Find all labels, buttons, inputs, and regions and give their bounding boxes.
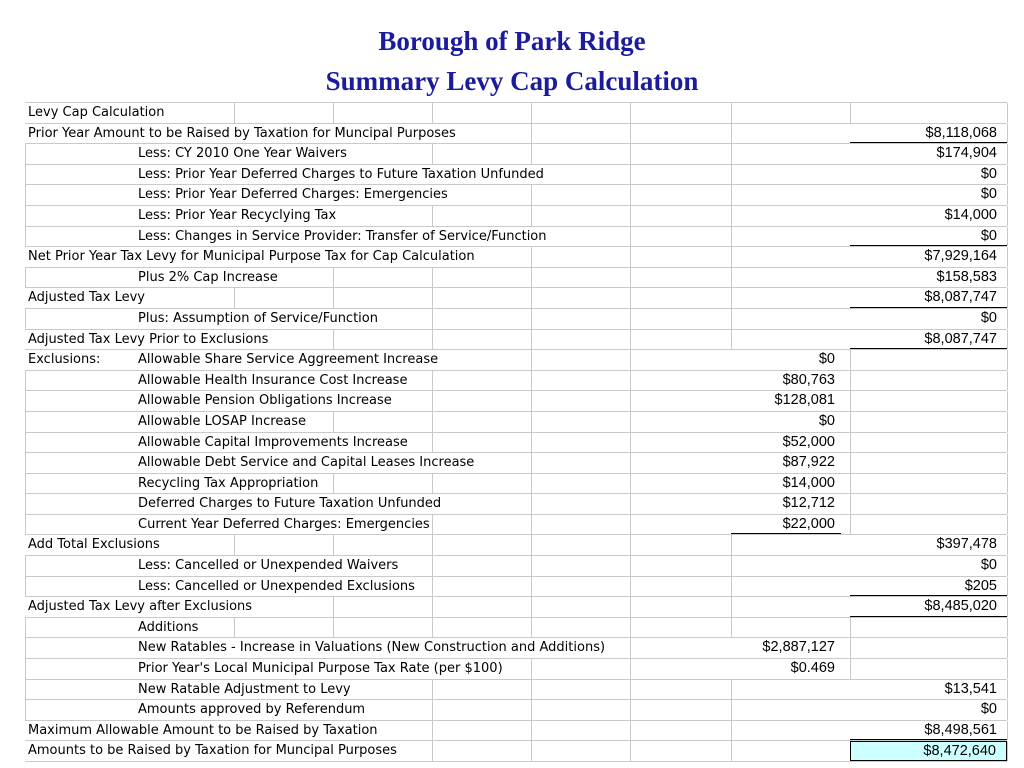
- gridline: [630, 618, 631, 638]
- gridline: [25, 144, 26, 164]
- gridline: [25, 391, 26, 411]
- gridline: [432, 309, 433, 329]
- gridline: [333, 535, 334, 555]
- gridline: [432, 741, 433, 761]
- gridline: [630, 391, 631, 411]
- table-row: [25, 349, 1007, 370]
- row-label: Current Year Deferred Charges: Emergencies: [135, 515, 430, 535]
- gridline: [25, 227, 26, 247]
- row-label: Allowable Health Insurance Cost Increase: [135, 371, 407, 391]
- gridline: [432, 433, 433, 453]
- row-label: Less: Prior Year Deferred Charges to Future Taxation Unfunded: [135, 165, 544, 185]
- gridline: [1007, 741, 1008, 761]
- table-row: [25, 740, 1007, 762]
- total-amount-cell: [850, 350, 1007, 370]
- table-row: [25, 205, 1007, 226]
- exclusion-amount-cell: $14,000: [731, 474, 841, 494]
- gridline: [531, 700, 532, 720]
- exclusion-amount-cell: $0: [731, 412, 841, 432]
- table-row: [25, 555, 1007, 576]
- gridline: [1007, 618, 1008, 638]
- total-amount-cell: $205: [850, 577, 1007, 597]
- gridline: [1007, 453, 1008, 473]
- table-row: [25, 267, 1007, 288]
- exclusion-amount-cell: [731, 700, 841, 720]
- gridline: [531, 474, 532, 494]
- table-row: [25, 637, 1007, 658]
- gridline: [333, 618, 334, 638]
- gridline: [1007, 535, 1008, 555]
- gridline: [531, 268, 532, 288]
- gridline: [630, 680, 631, 700]
- gridline: [630, 659, 631, 679]
- row-label: Net Prior Year Tax Levy for Municipal Purpose Tax for Cap Calculation: [25, 247, 475, 267]
- exclusion-amount-cell: $2,887,127: [731, 638, 841, 658]
- gridline: [630, 371, 631, 391]
- gridline: [630, 350, 631, 370]
- total-amount-cell: [850, 659, 1007, 679]
- gridline: [1007, 144, 1008, 164]
- gridline: [630, 309, 631, 329]
- row-label: Maximum Allowable Amount to be Raised by Taxation: [25, 721, 378, 741]
- gridline: [630, 227, 631, 247]
- gridline: [630, 700, 631, 720]
- gridline: [630, 124, 631, 144]
- total-amount-cell: $0: [850, 700, 1007, 720]
- total-amount-cell: $8,498,561: [850, 721, 1007, 741]
- gridline: [531, 371, 532, 391]
- gridline: [630, 741, 631, 761]
- gridline: [630, 556, 631, 576]
- exclusion-amount-cell: $0: [731, 350, 841, 370]
- row-label: Adjusted Tax Levy after Exclusions: [25, 597, 252, 617]
- gridline: [630, 268, 631, 288]
- gridline: [1007, 556, 1008, 576]
- gridline: [25, 494, 26, 514]
- gridline: [531, 659, 532, 679]
- table-row: [25, 287, 1007, 308]
- gridline: [25, 638, 26, 658]
- gridline: [25, 474, 26, 494]
- table-row: [25, 493, 1007, 514]
- gridline: [531, 330, 532, 350]
- exclusion-amount-cell: $80,763: [731, 371, 841, 391]
- row-label: New Ratables - Increase in Valuations (New Construction and Additions): [135, 638, 605, 658]
- gridline: [1007, 721, 1008, 741]
- gridline: [1007, 350, 1008, 370]
- gridline: [630, 721, 631, 741]
- gridline: [1007, 680, 1008, 700]
- gridline: [630, 288, 631, 308]
- table-row: [25, 184, 1007, 205]
- total-amount-cell: $8,087,747: [850, 330, 1007, 350]
- gridline: [333, 412, 334, 432]
- row-label: Amounts approved by Referendum: [135, 700, 365, 720]
- gridline: [531, 247, 532, 267]
- total-amount-cell: [850, 638, 1007, 658]
- table-row: [25, 576, 1007, 597]
- gridline: [333, 288, 334, 308]
- page-title-line-2: Summary Levy Cap Calculation: [325, 66, 699, 96]
- exclusion-amount-cell: [731, 247, 841, 267]
- gridline: [333, 268, 334, 288]
- total-amount-cell: [850, 618, 1007, 638]
- gridline: [531, 680, 532, 700]
- total-amount-cell: $8,118,068: [850, 124, 1007, 144]
- gridline: [25, 165, 26, 185]
- gridline: [25, 680, 26, 700]
- total-amount-cell: $0: [850, 185, 1007, 205]
- gridline: [531, 515, 532, 535]
- total-amount-cell: [850, 412, 1007, 432]
- gridline: [1007, 391, 1008, 411]
- total-amount-cell: $7,929,164: [850, 247, 1007, 267]
- gridline: [1007, 330, 1008, 350]
- table-row: [25, 514, 1007, 535]
- gridline: [630, 412, 631, 432]
- exclusion-amount-cell: [731, 288, 841, 308]
- table-row: [25, 102, 1007, 123]
- gridline: [630, 165, 631, 185]
- exclusion-amount-cell: [731, 618, 841, 638]
- gridline: [432, 330, 433, 350]
- gridline: [432, 700, 433, 720]
- table-row: [25, 308, 1007, 329]
- total-amount-cell: [850, 474, 1007, 494]
- row-label: Add Total Exclusions: [25, 535, 160, 555]
- row-label: Allowable Pension Obligations Increase: [135, 391, 392, 411]
- total-amount-cell: $397,478: [850, 535, 1007, 555]
- exclusion-amount-cell: [731, 206, 841, 226]
- total-amount-cell: [850, 391, 1007, 411]
- gridline: [531, 103, 532, 123]
- total-amount-cell: [850, 103, 1007, 123]
- row-label: Less: Cancelled or Unexpended Waivers: [135, 556, 398, 576]
- row-label: Less: Prior Year Deferred Charges: Emergencies: [135, 185, 448, 205]
- table-row: [25, 452, 1007, 473]
- gridline: [1007, 165, 1008, 185]
- table-row: [25, 432, 1007, 453]
- exclusion-amount-cell: [731, 103, 841, 123]
- gridline: [25, 268, 26, 288]
- gridline: [25, 309, 26, 329]
- gridline: [630, 577, 631, 597]
- gridline: [1007, 577, 1008, 597]
- row-label: Allowable Share Service Aggreement Increase: [135, 350, 438, 370]
- gridline: [234, 618, 235, 638]
- gridline: [234, 103, 235, 123]
- gridline: [1007, 597, 1008, 617]
- gridline: [432, 597, 433, 617]
- total-amount-cell: $8,087,747: [850, 288, 1007, 308]
- exclusion-amount-cell: [731, 330, 841, 350]
- total-amount-cell: [850, 494, 1007, 514]
- exclusion-amount-cell: $22,000: [731, 515, 841, 535]
- exclusion-amount-cell: [731, 535, 841, 555]
- gridline: [630, 453, 631, 473]
- table-row: [25, 370, 1007, 391]
- gridline: [1007, 474, 1008, 494]
- gridline: [432, 577, 433, 597]
- exclusion-amount-cell: [731, 680, 841, 700]
- gridline: [531, 144, 532, 164]
- exclusion-amount-cell: [731, 124, 841, 144]
- gridline: [1007, 638, 1008, 658]
- gridline: [630, 494, 631, 514]
- gridline: [1007, 103, 1008, 123]
- gridline: [25, 371, 26, 391]
- exclusion-amount-cell: [731, 185, 841, 205]
- gridline: [1007, 659, 1008, 679]
- gridline: [333, 474, 334, 494]
- gridline: [630, 247, 631, 267]
- table-row: [25, 617, 1007, 638]
- gridline: [432, 103, 433, 123]
- exclusion-amount-cell: [731, 309, 841, 329]
- gridline: [630, 597, 631, 617]
- row-label: Prior Year's Local Municipal Purpose Tax Rate (per $100): [135, 659, 503, 679]
- gridline: [432, 680, 433, 700]
- exclusion-amount-cell: [731, 144, 841, 164]
- table-row: [25, 123, 1007, 144]
- levy-cap-table: [25, 102, 1007, 762]
- table-row: [25, 143, 1007, 164]
- gridline: [531, 618, 532, 638]
- table-row: [25, 226, 1007, 247]
- gridline: [630, 433, 631, 453]
- total-amount-cell: [850, 371, 1007, 391]
- exclusion-amount-cell: $12,712: [731, 494, 841, 514]
- gridline: [1007, 433, 1008, 453]
- exclusion-amount-cell: [731, 268, 841, 288]
- gridline: [1007, 700, 1008, 720]
- gridline: [25, 659, 26, 679]
- exclusion-amount-cell: [731, 597, 841, 617]
- gridline: [432, 474, 433, 494]
- table-row: [25, 720, 1007, 741]
- gridline: [25, 412, 26, 432]
- total-amount-cell: $14,000: [850, 206, 1007, 226]
- total-amount-cell: $174,904: [850, 144, 1007, 164]
- row-label: Levy Cap Calculation: [25, 103, 164, 123]
- gridline: [25, 618, 26, 638]
- gridline: [432, 556, 433, 576]
- gridline: [432, 206, 433, 226]
- exclusion-amount-cell: [731, 227, 841, 247]
- table-row: [25, 246, 1007, 267]
- row-label: Allowable Debt Service and Capital Leases Increase: [135, 453, 474, 473]
- gridline: [25, 515, 26, 535]
- gridline: [1007, 268, 1008, 288]
- gridline: [234, 535, 235, 555]
- gridline: [432, 391, 433, 411]
- gridline: [432, 412, 433, 432]
- gridline: [333, 330, 334, 350]
- exclusion-amount-cell: $52,000: [731, 433, 841, 453]
- final-amount-cell: $8,472,640: [850, 741, 1007, 761]
- row-label: Recycling Tax Appropriation: [135, 474, 318, 494]
- total-amount-cell: $0: [850, 165, 1007, 185]
- exclusion-amount-cell: [731, 721, 841, 741]
- gridline: [432, 721, 433, 741]
- gridline: [531, 350, 532, 370]
- exclusion-amount-cell: $0.469: [731, 659, 841, 679]
- gridline: [25, 433, 26, 453]
- total-amount-cell: $13,541: [850, 680, 1007, 700]
- row-label: Amounts to be Raised by Taxation for Muncipal Purposes: [25, 741, 397, 761]
- exclusion-amount-cell: $128,081: [731, 391, 841, 411]
- row-label: Allowable LOSAP Increase: [135, 412, 306, 432]
- gridline: [531, 206, 532, 226]
- gridline: [333, 103, 334, 123]
- gridline: [531, 556, 532, 576]
- gridline: [432, 515, 433, 535]
- gridline: [1007, 185, 1008, 205]
- gridline: [531, 577, 532, 597]
- row-prefix-label: Exclusions:: [25, 350, 100, 370]
- gridline: [531, 721, 532, 741]
- row-label: Deferred Charges to Future Taxation Unfunded: [135, 494, 441, 514]
- gridline: [1007, 206, 1008, 226]
- total-amount-cell: $158,583: [850, 268, 1007, 288]
- gridline: [432, 371, 433, 391]
- gridline: [531, 412, 532, 432]
- row-label: New Ratable Adjustment to Levy: [135, 680, 351, 700]
- row-label: Plus: Assumption of Service/Function: [135, 309, 378, 329]
- table-row: [25, 390, 1007, 411]
- gridline: [531, 185, 532, 205]
- gridline: [432, 144, 433, 164]
- gridline: [1007, 371, 1008, 391]
- gridline: [432, 535, 433, 555]
- gridline: [531, 535, 532, 555]
- gridline: [531, 433, 532, 453]
- row-label: Allowable Capital Improvements Increase: [135, 433, 408, 453]
- gridline: [1007, 515, 1008, 535]
- gridline: [25, 577, 26, 597]
- table-row: [25, 329, 1007, 350]
- row-label: Less: Prior Year Recyclying Tax: [135, 206, 336, 226]
- gridline: [630, 535, 631, 555]
- gridline: [1007, 288, 1008, 308]
- gridline: [630, 474, 631, 494]
- gridline: [531, 288, 532, 308]
- row-label: Additions: [135, 618, 198, 638]
- exclusion-amount-cell: $87,922: [731, 453, 841, 473]
- table-row: [25, 164, 1007, 185]
- gridline: [432, 288, 433, 308]
- gridline: [1007, 247, 1008, 267]
- gridline: [1007, 227, 1008, 247]
- gridline: [531, 309, 532, 329]
- gridline: [630, 515, 631, 535]
- total-amount-cell: $0: [850, 227, 1007, 247]
- row-label: Less: CY 2010 One Year Waivers: [135, 144, 347, 164]
- total-amount-cell: [850, 515, 1007, 535]
- gridline: [333, 597, 334, 617]
- gridline: [1007, 412, 1008, 432]
- gridline: [531, 597, 532, 617]
- table-row: [25, 699, 1007, 720]
- total-amount-cell: [850, 453, 1007, 473]
- gridline: [1007, 309, 1008, 329]
- gridline: [25, 206, 26, 226]
- table-row: [25, 679, 1007, 700]
- gridline: [25, 700, 26, 720]
- gridline: [234, 288, 235, 308]
- gridline: [531, 391, 532, 411]
- table-row: [25, 534, 1007, 555]
- row-label: Less: Cancelled or Unexpended Exclusions: [135, 577, 415, 597]
- total-amount-cell: $0: [850, 556, 1007, 576]
- row-label: Plus 2% Cap Increase: [135, 268, 278, 288]
- table-row: [25, 473, 1007, 494]
- gridline: [531, 494, 532, 514]
- gridline: [25, 556, 26, 576]
- table-row: [25, 411, 1007, 432]
- row-label: Prior Year Amount to be Raised by Taxation for Muncipal Purposes: [25, 124, 456, 144]
- total-amount-cell: $8,485,020: [850, 597, 1007, 617]
- total-amount-cell: $0: [850, 309, 1007, 329]
- page-title-line-1: Borough of Park Ridge: [378, 26, 646, 56]
- gridline: [531, 453, 532, 473]
- row-label: Adjusted Tax Levy Prior to Exclusions: [25, 330, 268, 350]
- gridline: [630, 638, 631, 658]
- gridline: [630, 144, 631, 164]
- gridline: [630, 206, 631, 226]
- gridline: [1007, 124, 1008, 144]
- exclusion-amount-cell: [731, 165, 841, 185]
- row-label: Less: Changes in Service Provider: Transfer of Service/Function: [135, 227, 547, 247]
- gridline: [432, 268, 433, 288]
- exclusion-amount-cell: [731, 556, 841, 576]
- gridline: [1007, 494, 1008, 514]
- gridline: [25, 453, 26, 473]
- gridline: [630, 185, 631, 205]
- gridline: [630, 103, 631, 123]
- gridline: [531, 741, 532, 761]
- table-row: [25, 658, 1007, 679]
- gridline: [432, 618, 433, 638]
- gridline: [531, 124, 532, 144]
- exclusion-amount-cell: [731, 741, 841, 761]
- total-amount-cell: [850, 433, 1007, 453]
- row-label: Adjusted Tax Levy: [25, 288, 145, 308]
- gridline: [630, 330, 631, 350]
- table-row: [25, 596, 1007, 617]
- exclusion-amount-cell: [731, 577, 841, 597]
- gridline: [25, 185, 26, 205]
